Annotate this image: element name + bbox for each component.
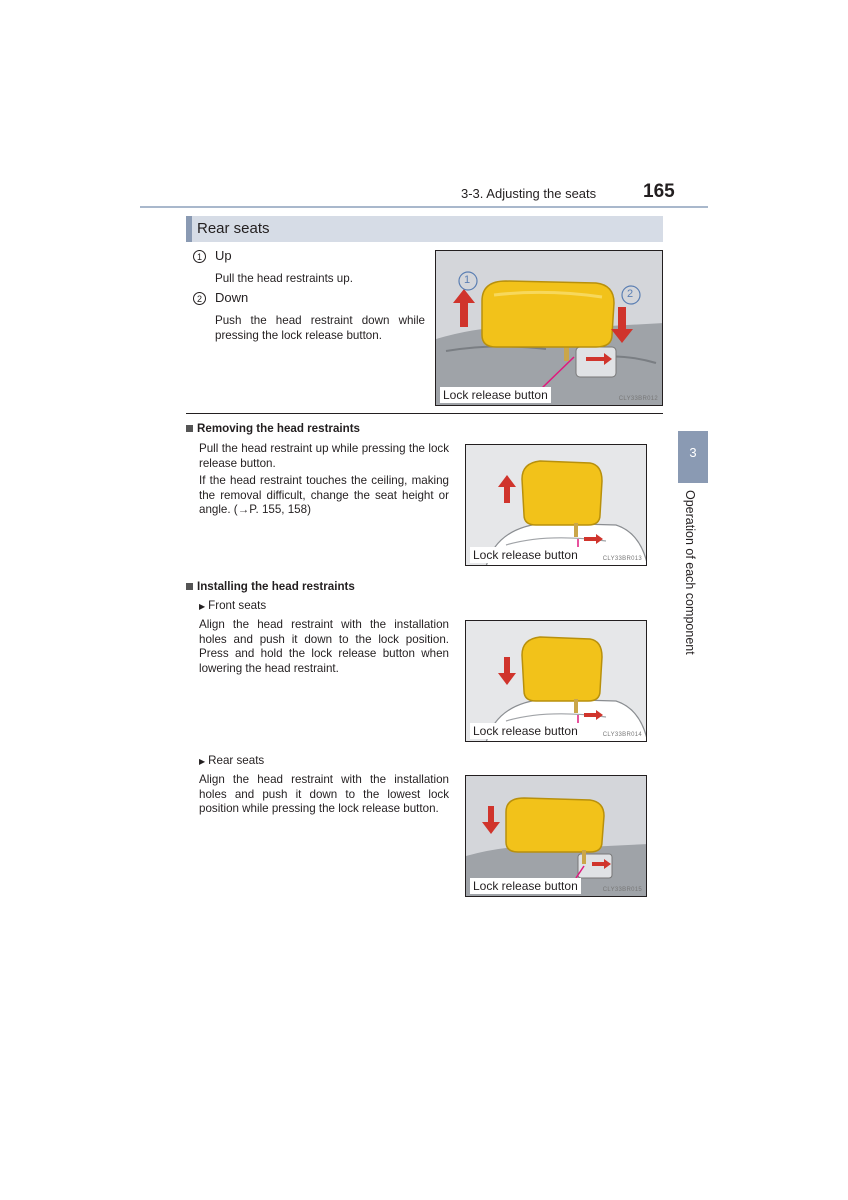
figure-marker-2: 2 — [627, 288, 634, 300]
step-desc-down: Push the head restraint down while pressing the lock release button. — [215, 314, 425, 342]
header-rule — [140, 206, 708, 208]
installing-heading — [186, 580, 355, 593]
rear-seats-para: Align the head restraint with the installation holes and push it down to the lowest lock position while pressing the lock release button. — [199, 773, 449, 815]
removing-para-2: If the head restraint touches the ceiling, making the removal difficult, change the seat height or angle. (→P. 155, 158) — [199, 474, 449, 516]
page-number: 165 — [643, 181, 675, 202]
installing-heading-text: Installing the head restraints — [197, 580, 355, 593]
section-header: 3-3. Adjusting the seats — [461, 186, 597, 201]
step-desc-up: Pull the head restraints up. — [215, 272, 353, 285]
front-seats-label-text: Front seats — [208, 599, 267, 612]
chapter-tab[interactable]: 3 — [678, 431, 708, 483]
chapter-label: Operation of each component — [683, 490, 697, 655]
section-divider — [186, 413, 663, 414]
step-label-up: Up — [215, 248, 232, 263]
step-number-1: 1 — [193, 250, 206, 263]
figure-caption: Lock release button — [470, 547, 581, 563]
front-seats-figure — [465, 620, 647, 742]
figure-code: CLY33BR012 — [618, 396, 658, 402]
removing-heading-text: Removing the head restraints — [197, 422, 360, 435]
front-seats-label — [199, 599, 266, 612]
bullet-square-icon — [186, 425, 193, 432]
bullet-triangle-icon: ▶ — [199, 602, 206, 611]
figure-code: CLY33BR013 — [602, 556, 642, 562]
figure-code: CLY33BR015 — [602, 887, 642, 893]
step-number-2: 2 — [193, 292, 206, 305]
section-title: Rear seats — [197, 220, 270, 237]
figure-caption: Lock release button — [470, 723, 581, 739]
figure-code: CLY33BR014 — [602, 732, 642, 738]
bullet-square-icon — [186, 583, 193, 590]
figure-caption: Lock release button — [470, 878, 581, 894]
rear-seats-label-text: Rear seats — [208, 754, 265, 767]
step-label-down: Down — [215, 290, 249, 305]
rear-seats-figure — [465, 775, 647, 897]
bullet-triangle-icon: ▶ — [199, 757, 206, 766]
rear-headrest-figure — [435, 250, 663, 406]
removing-heading — [186, 422, 360, 435]
removing-para-1: Pull the head restraint up while pressing the lock release button. — [199, 442, 449, 470]
figure-caption: Lock release button — [440, 387, 551, 403]
rear-seats-label — [199, 754, 264, 767]
front-seats-para: Align the head restraint with the installation holes and push it down to the lock position. Press and hold the lock release button when lowering the head restraint. — [199, 618, 449, 675]
removing-figure — [465, 444, 647, 566]
figure-marker-1: 1 — [464, 274, 471, 286]
